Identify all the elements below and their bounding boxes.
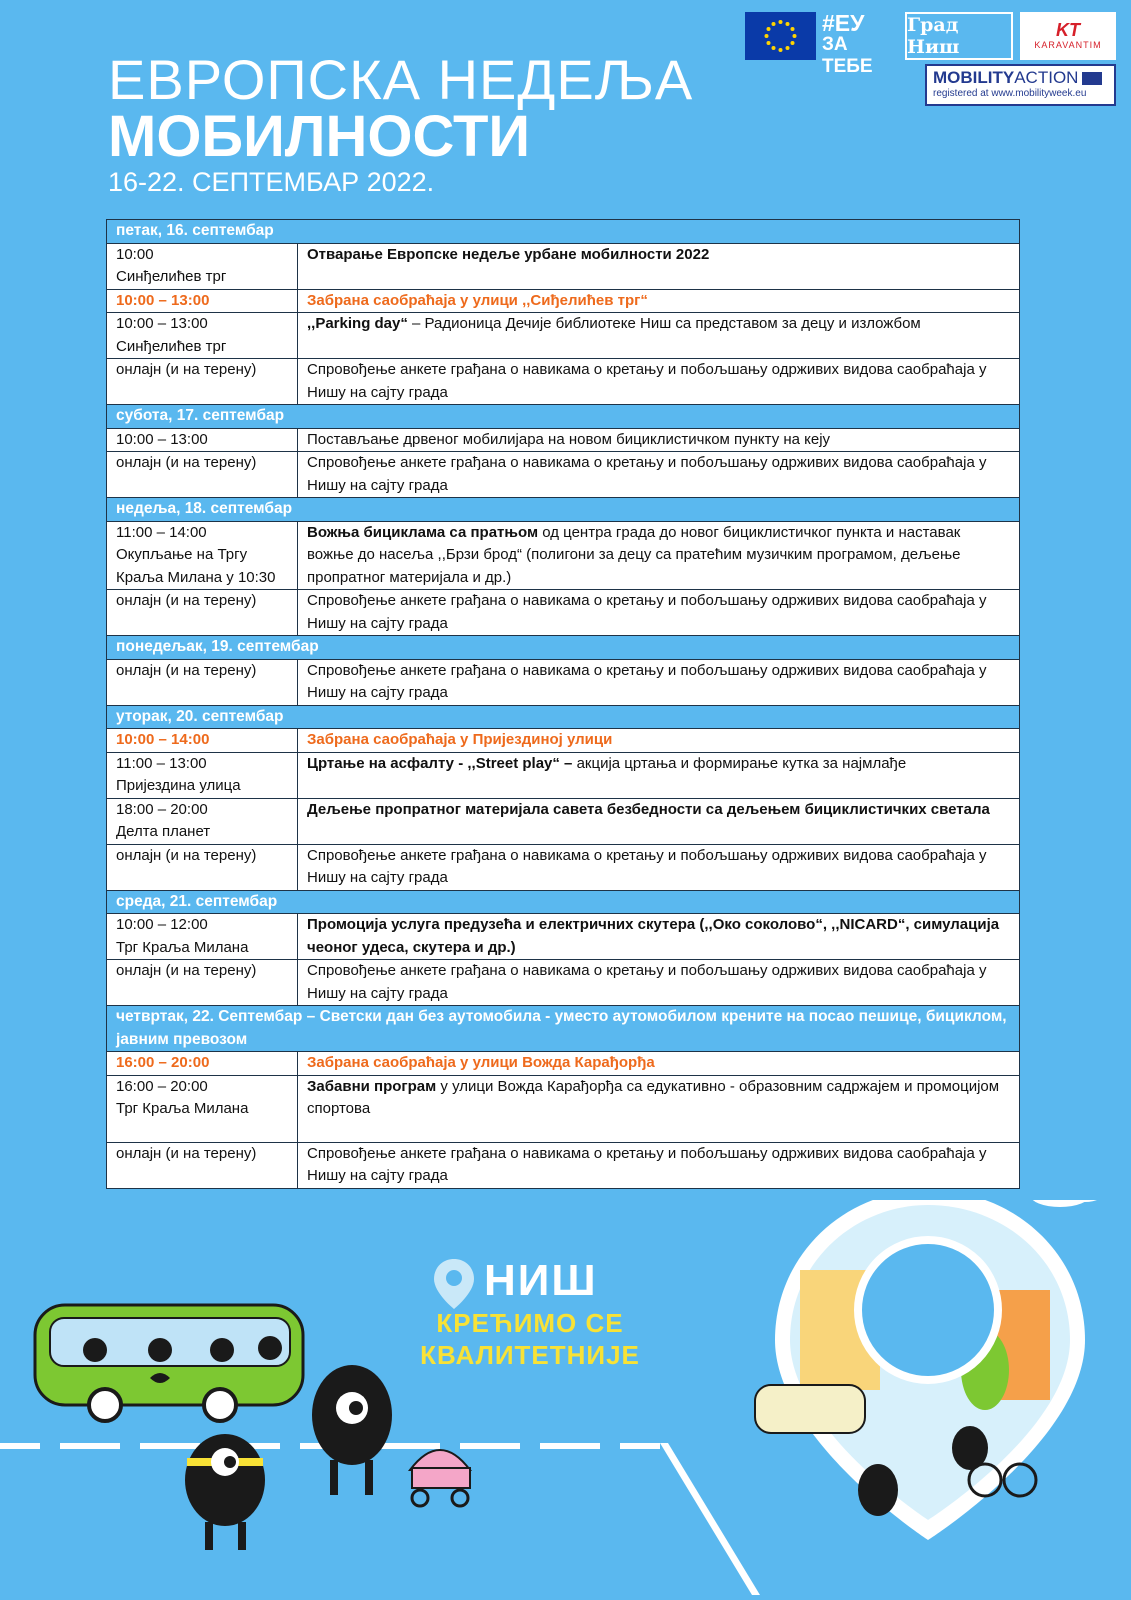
mobility-registered: registered at www.mobilityweek.eu xyxy=(933,88,1087,99)
table-row xyxy=(107,289,1020,313)
traffic-ban: Забрана саобраћаја у улици Вожда Карађорђа xyxy=(298,1052,1020,1076)
event-place: Трг Краља Милана xyxy=(116,1100,249,1117)
event-place: Трг Краља Милана xyxy=(116,938,249,956)
event-description: Спровођење анкете грађана о навикама о кретању и побољшању одрживих видова саобраћаја у Нишу на сајту града xyxy=(298,659,1020,705)
day-header: недеља, 18. септембар xyxy=(107,498,1020,522)
event-place: Окупљање на Тргу Краља Милана у 10:30 xyxy=(116,546,276,586)
event-time: 10:00 – 13:00 xyxy=(107,428,298,452)
table-row xyxy=(107,960,1020,1006)
table-row xyxy=(107,1142,1020,1188)
event-description: Спровођење анкете грађана о навикама о кретању и побољшању одрживих видова саобраћаја у Нишу на сајту града xyxy=(298,1142,1020,1188)
event-description: Спровођење анкете грађана о навикама о кретању и побољшању одрживих видова саобраћаја у Нишу на сајту града xyxy=(298,359,1020,405)
green-bus-icon xyxy=(35,1305,303,1421)
event-title: Забавни програм xyxy=(307,1077,437,1095)
table-row xyxy=(107,428,1020,452)
table-row xyxy=(107,313,1020,359)
event-time: 10:00 – 13:00 xyxy=(116,315,208,332)
event-description: Спровођење анкете грађана о навикама о кретању и побољшању одрживих видова саобраћаја у Нишу на сајту града xyxy=(298,844,1020,890)
event-place: Делта планет xyxy=(116,823,211,840)
table-row xyxy=(107,914,1020,960)
title-line-1: ЕВРОПСКА НЕДЕЉА xyxy=(108,48,694,111)
table-row xyxy=(107,798,1020,844)
event-description: од центра града до новог бициклистичког пункта и наставак вожње до насеља ,,Брзи брод“ (полигони за децу са пратећим музичким програмом, дељење пропратног материјала и др.) xyxy=(307,523,961,586)
table-row xyxy=(107,590,1020,636)
eu-for-you-logo xyxy=(822,10,900,77)
event-place: Синђелићев трг xyxy=(116,337,227,355)
event-title: Дељење пропратног материјала савета безбедности са дељењем бициклистичких светала xyxy=(307,800,990,818)
pram-icon xyxy=(410,1450,470,1506)
event-title: Цртање на асфалту - ,,Street play“ – xyxy=(307,754,573,772)
table-row xyxy=(107,844,1020,890)
event-time: онлајн (и на терену) xyxy=(107,659,298,705)
road-lines xyxy=(0,1443,760,1595)
event-time: 10:00 xyxy=(116,245,154,263)
cloud-icon xyxy=(1030,1200,1105,1207)
event-time: 18:00 – 20:00 xyxy=(116,800,208,818)
walking-character-icon xyxy=(312,1365,392,1495)
event-title: Вожња бициклама са пратњом xyxy=(307,523,539,541)
event-description: – Радионица Дечије библиотеке Ниш са представом за децу и изложбом xyxy=(407,315,921,332)
eu-stars-icon xyxy=(745,12,816,60)
event-time: онлајн (и на терену) xyxy=(107,359,298,405)
table-row xyxy=(107,752,1020,798)
city-name: НИШ xyxy=(484,1256,598,1305)
event-description: Спровођење анкете грађана о навикама о кретању и побољшању одрживих видова саобраћаја у Нишу на сајту града xyxy=(298,452,1020,498)
table-row xyxy=(107,1052,1020,1076)
day-header: петак, 16. септембар xyxy=(107,220,1020,244)
event-description: у улици Вожда Карађорђа са едукативно - образовним садржајем и промоцијом спортова xyxy=(307,1077,1000,1117)
eu-logo-line-1: #ЕУ xyxy=(822,10,865,36)
event-time: 10:00 – 14:00 xyxy=(107,729,298,753)
table-row xyxy=(107,659,1020,705)
event-time: 11:00 – 14:00 xyxy=(116,523,207,541)
event-place: Пријездина улица xyxy=(116,777,241,794)
traffic-ban: Забрана саобраћаја у Пријездиној улици xyxy=(298,729,1020,753)
table-row xyxy=(107,243,1020,289)
traffic-ban: Забрана саобраћаја у улици ,,Сиђелићев трг“ xyxy=(298,289,1020,313)
day-header: среда, 21. септембар xyxy=(107,890,1020,914)
location-pin-icon xyxy=(432,1257,476,1311)
event-time: онлајн (и на терену) xyxy=(107,844,298,890)
event-title: ,,Parking day“ xyxy=(307,315,408,332)
grad-nis-logo: Град Ниш xyxy=(905,12,1013,60)
mobility-action-logo xyxy=(925,64,1116,106)
slogan xyxy=(390,1307,670,1371)
event-place: Синђелићев трг xyxy=(116,268,227,285)
event-description: Постављање дрвеног мобилијара на новом бициклистичком пункту на кеју xyxy=(298,428,1020,452)
mobility-bold: MOBILITY xyxy=(933,68,1015,87)
event-time: 16:00 – 20:00 xyxy=(107,1052,298,1076)
day-header: субота, 17. септембар xyxy=(107,405,1020,429)
event-title: Отварање Европске недеље урбане мобилности 2022 xyxy=(307,245,710,263)
day-header: четвртак, 22. Септембар – Светски дан без аутомобила - уместо аутомобилом крените на посао пешице, бициклом, јавним превозом xyxy=(107,1006,1020,1052)
event-time: онлајн (и на терену) xyxy=(107,590,298,636)
title-line-2: МОБИЛНОСТИ xyxy=(108,104,531,169)
event-time: 10:00 – 12:00 xyxy=(116,916,208,933)
table-row xyxy=(107,1075,1020,1142)
karavantim-mark: KT xyxy=(1056,20,1080,40)
slogan-line-2: КВАЛИТЕТНИЈЕ xyxy=(420,1340,640,1370)
event-description: Спровођење анкете грађана о навикама о кретању и побољшању одрживих видова саобраћаја у Нишу на сајту града xyxy=(298,960,1020,1006)
day-header: понедељак, 19. септембар xyxy=(107,636,1020,660)
schedule-table xyxy=(106,219,1020,1189)
eu-flag-icon xyxy=(1082,72,1102,85)
event-time: 16:00 – 20:00 xyxy=(116,1077,208,1095)
event-time: онлајн (и на терену) xyxy=(107,452,298,498)
table-row xyxy=(107,452,1020,498)
slogan-line-1: КРЕЋИМО СЕ xyxy=(436,1308,624,1338)
event-time: 11:00 – 13:00 xyxy=(116,754,207,772)
eu-flag-logo xyxy=(745,12,816,60)
event-time: онлајн (и на терену) xyxy=(107,960,298,1006)
walking-character-icon xyxy=(185,1434,265,1550)
event-title: Промоција услуга предузећа и електричних скутера (,,Око соколово“, ,,NICARD“, симулација чеоног удеса, скутера и др.) xyxy=(307,916,1000,956)
day-header: уторак, 20. септембар xyxy=(107,705,1020,729)
event-description: акција цртања и формирање кутка за најмлађе xyxy=(572,754,907,772)
karavantim-logo xyxy=(1020,12,1116,60)
event-time: 10:00 – 13:00 xyxy=(107,289,298,313)
eu-logo-line-2: ЗА ТЕБЕ xyxy=(822,34,873,77)
karavantim-name: KARAVANTIM xyxy=(1034,40,1102,50)
event-dates: 16-22. СЕПТЕМБАР 2022. xyxy=(108,167,435,197)
event-time: онлајн (и на терену) xyxy=(107,1142,298,1188)
city-pin-icon xyxy=(755,1200,1085,1540)
event-description: Спровођење анкете грађана о навикама о кретању и побољшању одрживих видова саобраћаја у Нишу на сајту града xyxy=(298,590,1020,636)
table-row xyxy=(107,729,1020,753)
mobility-light: ACTION xyxy=(1014,68,1079,87)
table-row xyxy=(107,359,1020,405)
table-row xyxy=(107,521,1020,590)
